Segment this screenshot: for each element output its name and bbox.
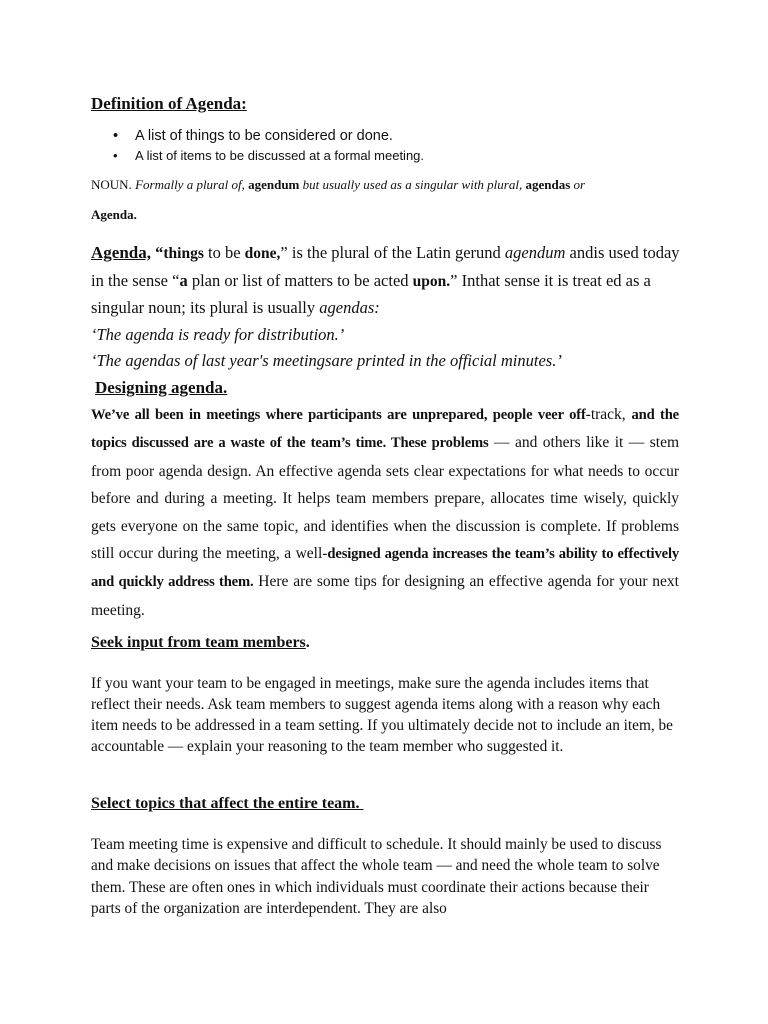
agenda-a: a bbox=[179, 270, 188, 290]
seek-input-heading-line bbox=[91, 634, 679, 652]
agenda-done: done, bbox=[244, 245, 281, 262]
designing-text-2: — and others like it — stem from poor agenda design. An effective agenda sets clear expectations for what needs to occur before and during a meeting. It helps team members prepare, allocates time wisely, quickly gets everyone on the same topic, and identifies when the discussion is complete. If problems still occur during the meeting, a well- bbox=[91, 434, 680, 563]
noun-agenda-word: Agenda. bbox=[91, 207, 137, 222]
agenda-text-4: plan or list of matters to be acted bbox=[187, 270, 413, 290]
select-topics-paragraph: Team meeting time is expensive and difficult to schedule. It should mainly be used to discuss and make decisions on issues that affect the whole team — and need the whole team to solve them. These are often ones in which individuals must coordinate their actions because their parts of the organization are interdependent. They are also bbox=[91, 836, 662, 917]
designing-heading: Designing agenda. bbox=[95, 378, 228, 397]
seek-input-heading: Seek input from team members bbox=[91, 634, 306, 651]
agenda-text-5: ” Inthat sense it is treat ed as a singular noun; its plural is usually bbox=[91, 270, 651, 317]
agenda-quote-1: ‘The agenda is ready for distribution.’ bbox=[91, 324, 345, 344]
seek-input-paragraph: If you want your team to be engaged in meetings, make sure the agenda includes items that reflect their needs. Ask team members to suggest agenda items along with a reason why each item needs to be addressed in a team setting. If you ultimately decide not to include an item, be accountable — explain your reasoning to the team member who suggested it. bbox=[91, 675, 673, 755]
agenda-paragraph bbox=[91, 240, 681, 375]
agenda-agendum: agendum bbox=[504, 243, 566, 262]
noun-line bbox=[91, 177, 691, 193]
seek-input-heading-period: . bbox=[305, 634, 310, 651]
agenda-things: things bbox=[163, 245, 204, 262]
definition-heading: Definition of Agenda: bbox=[91, 94, 247, 113]
agenda-quote-open: “ bbox=[150, 243, 164, 262]
agenda-quote-2: ‘The agendas of last year's meetingsare printed in the official minutes.’ bbox=[91, 351, 562, 370]
designing-paragraph bbox=[91, 401, 679, 624]
bullet-text-2: A list of items to be discussed at a formal meeting. bbox=[135, 148, 425, 163]
agenda-text-1: to be bbox=[203, 243, 245, 262]
designing-text-1: -track, bbox=[585, 406, 632, 423]
definition-bullet-2 bbox=[91, 146, 679, 166]
designing-bold-2: and the topics discussed are a waste of the team’s time. These problems bbox=[91, 407, 679, 452]
agenda-upon: upon. bbox=[412, 272, 451, 290]
agenda-agendas: agendas: bbox=[319, 298, 380, 317]
bullet-text-1: A list of things to be considered or done. bbox=[135, 128, 393, 144]
noun-label: NOUN. bbox=[91, 177, 136, 192]
noun-text-b: but usually used as a singular with plural, bbox=[299, 177, 526, 192]
agenda-term: Agenda, bbox=[91, 243, 151, 262]
designing-text-3: Here are some tips for designing an effective agenda for your next meeting. bbox=[91, 573, 679, 619]
definition-bullet-1 bbox=[91, 126, 679, 146]
designing-bold-1: We’ve all been in meetings where participants are unprepared, people veer off bbox=[91, 407, 586, 423]
select-topics-heading: Select topics that affect the entire team. bbox=[91, 795, 364, 812]
designing-bold-3: designed agenda increases the team’s ability to effectively and quickly address them. bbox=[91, 546, 679, 591]
agenda-text-2: ” is the plural of the Latin gerund bbox=[280, 243, 505, 262]
definition-bullet-list bbox=[91, 126, 679, 166]
noun-text-or: or bbox=[570, 177, 586, 192]
noun-text-a: Formally a plural of, bbox=[135, 177, 249, 192]
noun-agendum: agendum bbox=[248, 177, 300, 192]
agenda-text-3: andis used today in the sense “ bbox=[91, 243, 680, 290]
noun-agendas: agendas bbox=[525, 177, 571, 192]
